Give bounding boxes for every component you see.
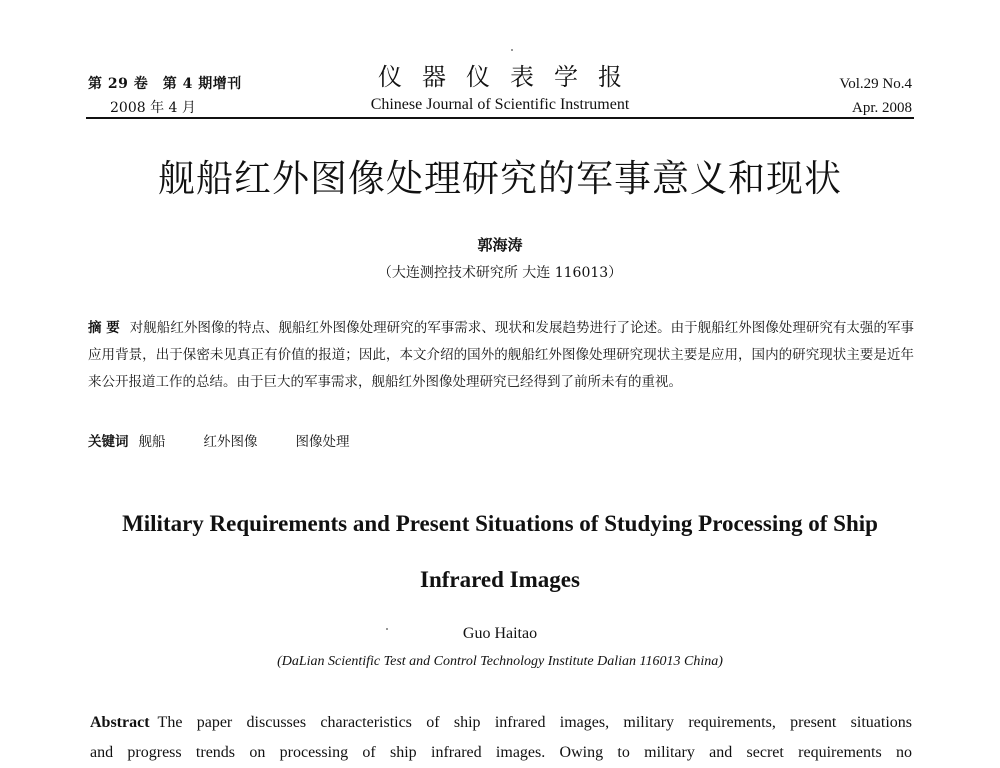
abstract-en-line: and progress trends on processing of ship infrared images. Owing to military and secret requirements no xyxy=(90,744,912,761)
paper-title-en xyxy=(0,496,1000,608)
header-divider xyxy=(86,117,914,119)
scan-speck xyxy=(511,49,513,51)
journal-masthead xyxy=(330,62,670,116)
abstract-en xyxy=(90,708,912,768)
paper-title-cn: 舰船红外图像处理研究的军事意义和现状 xyxy=(158,157,842,200)
abstract-en-label: Abstract xyxy=(90,714,150,731)
header-volume-info xyxy=(839,72,912,120)
issue-date-en: Apr. 2008 xyxy=(852,100,912,116)
keyword: 图像处理 xyxy=(295,434,350,450)
author-name-cn: 郭海涛 xyxy=(477,236,523,254)
abstract-cn-text: 对舰船红外图像的特点、舰船红外图像处理研究的军事需求、现状和发展趋势进行了论述。由于舰船红外图像处理研究有太强的军事应用背景，出于保密未见真正有价值的报道；因此，本文介绍的国外的舰船红外图像处理研究现状主要是应用，国内的研究现状主要是近年来公开报道工作的总结。由于巨大的军事需求，舰船红外图像处理研究已经得到了前所未有的重视。 xyxy=(88,320,914,390)
affiliation-en: (DaLian Scientific Test and Control Technology Institute Dalian 116013 China) xyxy=(277,654,723,669)
issue-date-cn: 2008 年 4 月 xyxy=(110,100,196,116)
author-name-en: Guo Haitao xyxy=(462,625,538,642)
header-issue-info xyxy=(88,72,242,120)
abstract-en-text: The paper discusses characteristics of ship infrared images, military requirements, present situations xyxy=(157,714,912,731)
paper-title-en-line: Infrared Images xyxy=(420,567,580,592)
abstract-cn xyxy=(88,315,914,396)
abstract-en-line xyxy=(90,708,912,738)
keywords-cn-label: 关键词 xyxy=(88,434,129,450)
journal-name-cn: 仪器仪表学报 xyxy=(378,63,642,91)
keyword: 红外图像 xyxy=(203,434,258,450)
issue-number: 第 29 卷 第 4 期增刊 xyxy=(88,76,242,92)
volume-number: Vol.29 No.4 xyxy=(839,76,912,92)
keyword: 舰船 xyxy=(138,434,166,450)
keywords-cn xyxy=(88,430,388,454)
journal-name-en: Chinese Journal of Scientific Instrument xyxy=(370,96,630,113)
abstract-cn-label: 摘 要 xyxy=(88,320,120,336)
paper-title-en-line: Military Requirements and Present Situations of Studying Processing of Ship xyxy=(122,511,878,536)
affiliation-cn: （大连测控技术研究所 大连 116013） xyxy=(377,265,623,281)
